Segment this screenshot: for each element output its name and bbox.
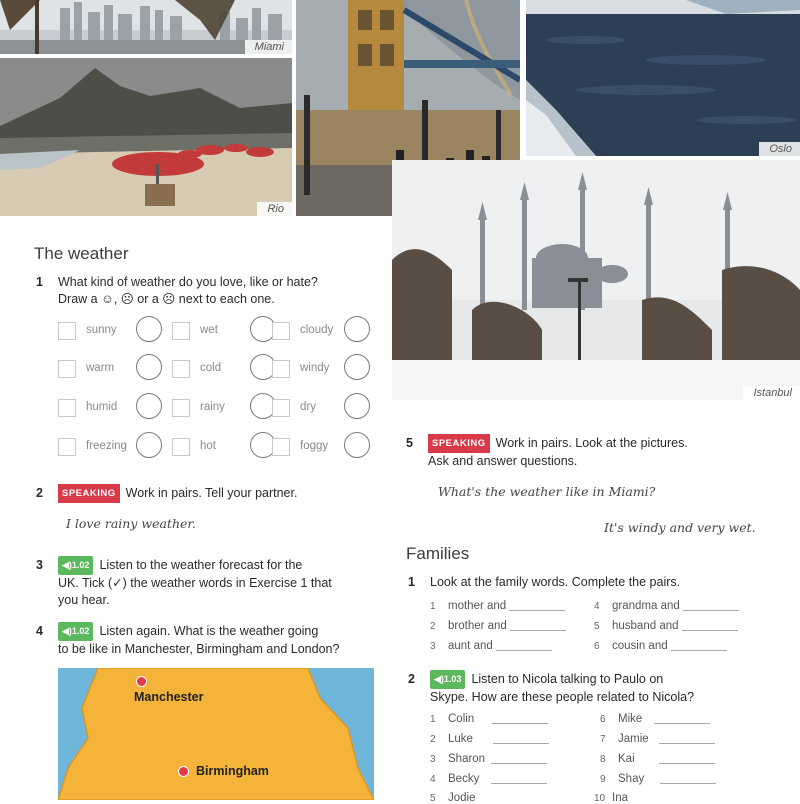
checkbox[interactable] [272, 399, 290, 417]
person-item: 6 Mike [600, 713, 710, 725]
checkbox[interactable] [172, 360, 190, 378]
weather-word: humid [86, 401, 118, 413]
example-question: What's the weather like in Miami? [438, 484, 656, 499]
checkbox[interactable] [58, 438, 76, 456]
audio-track-icon[interactable]: ◀)1.02 [58, 556, 93, 575]
answer-blank[interactable] [660, 783, 716, 784]
family-pair: 6 cousin and [594, 640, 727, 652]
person-item: 5 Jodie [430, 792, 476, 804]
exercise-number: 1 [36, 275, 43, 289]
exercise-number: 1 [408, 575, 415, 589]
uk-map [58, 668, 374, 800]
photo-rio [0, 58, 292, 216]
weather-exercise-2 [36, 484, 386, 503]
answer-blank[interactable] [493, 743, 549, 744]
city-label-manchester: Manchester [134, 690, 204, 704]
face-circle[interactable] [344, 393, 370, 419]
face-circle[interactable] [344, 354, 370, 380]
weather-word: wet [200, 324, 218, 336]
exercise-text: you hear. [58, 593, 110, 607]
exercise-text: Draw a ☺, ☹ or a ☹ next to each one. [58, 292, 275, 306]
checkbox[interactable] [172, 322, 190, 340]
exercise-number: 5 [406, 436, 413, 450]
exercise-text: Work in pairs. Look at the pictures. [495, 436, 688, 450]
answer-blank[interactable] [671, 650, 727, 651]
checkbox[interactable] [172, 438, 190, 456]
checkbox[interactable] [58, 399, 76, 417]
checkbox[interactable] [272, 438, 290, 456]
exercise-text: to be like in Manchester, Birmingham and London? [58, 642, 340, 656]
photo-caption-oslo: Oslo [759, 142, 800, 156]
family-pair: 1 mother and [430, 600, 565, 612]
exercise-number: 3 [36, 558, 43, 572]
exercise-5 [406, 434, 796, 470]
exercise-text: UK. Tick (✓) the weather words in Exercise 1 that [58, 576, 332, 590]
photo-caption-miami: Miami [245, 40, 292, 54]
weather-word: sunny [86, 324, 117, 336]
face-circle[interactable] [344, 432, 370, 458]
checkbox[interactable] [272, 360, 290, 378]
family-pair: 2 brother and [430, 620, 566, 632]
checkbox[interactable] [272, 322, 290, 340]
checkbox[interactable] [58, 360, 76, 378]
exercise-text: What kind of weather do you love, like or hate? [58, 275, 318, 289]
weather-word: foggy [300, 440, 329, 452]
speaking-badge: SPEAKING [58, 484, 120, 503]
exercise-text: Look at the family words. Complete the pairs. [430, 575, 681, 589]
weather-exercise-4 [36, 622, 392, 658]
face-circle[interactable] [136, 316, 162, 342]
exercise-text: Listen to Nicola talking to Paulo on [471, 672, 664, 686]
person-item: 8 Kai [600, 753, 715, 765]
weather-word: freezing [86, 440, 127, 452]
weather-heading: The weather [34, 244, 129, 263]
weather-exercise-3 [36, 556, 386, 609]
audio-track-icon[interactable]: ◀)1.03 [430, 670, 465, 689]
weather-word: cold [200, 362, 222, 374]
answer-blank[interactable] [659, 763, 715, 764]
audio-track-icon[interactable]: ◀)1.02 [58, 622, 93, 641]
face-circle[interactable] [136, 354, 162, 380]
families-exercise-2 [408, 670, 798, 706]
answer-blank[interactable] [682, 630, 738, 631]
face-circle[interactable] [344, 316, 370, 342]
exercise-text: Listen to the weather forecast for the [99, 558, 303, 572]
answer-blank[interactable] [654, 723, 710, 724]
answer-blank[interactable] [491, 763, 547, 764]
photo-caption-rio: Rio [257, 202, 292, 216]
city-label-birmingham: Birmingham [196, 764, 269, 778]
weather-word: hot [200, 440, 216, 452]
family-pair: 5 husband and [594, 620, 738, 632]
families-heading: Families [406, 544, 470, 563]
person-item: 2 Luke [430, 733, 549, 745]
person-item: 7 Jamie [600, 733, 715, 745]
person-item: 9 Shay [600, 773, 716, 785]
weather-exercise-1 [36, 274, 386, 308]
answer-blank[interactable] [492, 723, 548, 724]
person-item: 4 Becky [430, 773, 547, 785]
example-answer: It's windy and very wet. [604, 520, 756, 535]
answer-blank[interactable] [683, 610, 739, 611]
checkbox[interactable] [58, 322, 76, 340]
weather-word: dry [300, 401, 316, 413]
photo-oslo [526, 0, 800, 156]
person-item: 1 Colin [430, 713, 548, 725]
weather-word: cloudy [300, 324, 334, 336]
exercise-number: 4 [36, 624, 43, 638]
speaking-badge: SPEAKING [428, 434, 490, 453]
checkbox[interactable] [172, 399, 190, 417]
answer-blank[interactable] [659, 743, 715, 744]
person-item: 3 Sharon [430, 753, 547, 765]
answer-blank[interactable] [496, 650, 552, 651]
example-answer: I love rainy weather. [66, 516, 196, 531]
person-item: 10 Ina [594, 792, 628, 804]
map-marker-birmingham [178, 766, 189, 777]
weather-word: warm [86, 362, 115, 374]
exercise-text: Listen again. What is the weather going [99, 624, 319, 638]
families-exercise-1 [408, 574, 798, 591]
exercise-number: 2 [408, 672, 415, 686]
answer-blank[interactable] [510, 630, 566, 631]
face-circle[interactable] [136, 432, 162, 458]
family-pair: 3 aunt and [430, 640, 552, 652]
weather-word: windy [300, 362, 330, 374]
exercise-text: Skype. How are these people related to Nicola? [430, 690, 695, 704]
exercise-number: 2 [36, 486, 43, 500]
exercise-text: Ask and answer questions. [428, 454, 578, 468]
family-pair: 4 grandma and [594, 600, 739, 612]
photo-miami [0, 0, 292, 54]
map-marker-manchester [136, 676, 147, 687]
photo-caption-istanbul: Istanbul [743, 386, 800, 400]
photo-istanbul [392, 160, 800, 400]
weather-word: rainy [200, 401, 225, 413]
exercise-text: Work in pairs. Tell your partner. [125, 486, 298, 500]
answer-blank[interactable] [491, 783, 547, 784]
face-circle[interactable] [136, 393, 162, 419]
answer-blank[interactable] [509, 610, 565, 611]
